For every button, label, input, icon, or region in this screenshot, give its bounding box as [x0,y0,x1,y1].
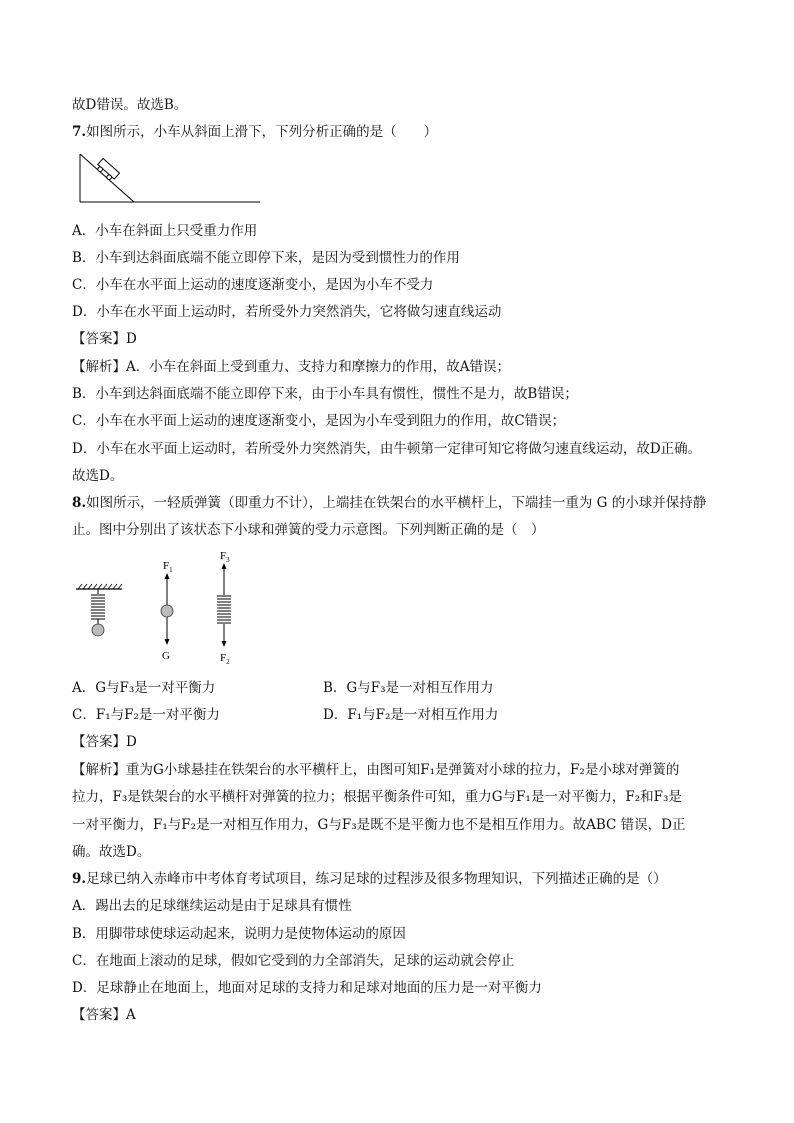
label-f3 [220,550,230,564]
q8-stem-line1 [72,494,706,512]
q8-analysis-line: 确。故选D。 [72,844,151,860]
label-f2 [220,652,230,666]
label-f2-sub: 2 [226,658,230,666]
q8-analysis-line: 拉力，F₃是铁架台的水平横杆对弹簧的拉力；根据平衡条件可知，重力G与F₁是一对平衡力，F₂和F₃是 [72,789,682,805]
q8-stem-text: 如图所示，一轻质弹簧（即重力不计），上端挂在铁架台的水平横杆上，下端挂一重为 G 的小球并保持静 [86,495,707,511]
q7-analysis-line: D．小车在水平面上运动时，若所受外力突然消失，由牛顿第一定律可知它将做匀速直线运动，故D正确。 [72,441,702,457]
support-hatching [78,584,122,589]
q8-option-b: B．G与F₃是一对相互作用力 [323,680,494,696]
arrow-g-head [165,639,170,645]
free-spring [217,596,231,623]
q8-number: 8. [72,495,87,511]
label-f1-letter: F [163,560,170,572]
q8-option-a: A．G与F₃是一对平衡力 [72,680,216,696]
q9-option-b: B．用脚带球使球运动起来，说明力是使物体运动的原因 [72,926,406,942]
q7-number: 7. [72,124,87,140]
q8-analysis-line: 一对平衡力，F₁与F₂是一对相互作用力，G与F₃是既不是平衡力也不是相互作用力。故ABC 错误，D正 [72,817,686,833]
spring-ball-figure [72,547,272,672]
q8-stem-line2: 止。图中分别出了该状态下小球和弹簧的受力示意图。下列判断正确的是（ ） [72,522,545,538]
arrow-f2-head [222,641,227,647]
label-g: G [162,650,170,662]
q7-analysis-line: 故选D。 [72,468,124,484]
q9-number: 9. [72,871,87,887]
q9-option-c: C．在地面上滚动的足球，假如它受到的力全部消失，足球的运动就会停止 [72,953,515,969]
q7-answer: 【答案】D [72,331,137,347]
q9-option-d: D．足球静止在地面上，地面对足球的支持力和足球对地面的压力是一对平衡力 [72,980,542,996]
incline-cart-figure [72,150,262,210]
q8-option-d: D．F₁与F₂是一对相互作用力 [323,707,499,723]
q9-option-a: A．踢出去的足球继续运动是由于足球具有惯性 [72,898,352,914]
q9-answer: 【答案】A [72,1007,136,1023]
q9-stem-text: 足球已纳入赤峰市中考体育考试项目，练习足球的过程涉及很多物理知识，下列描述正确的是（） [86,871,667,887]
label-f2-letter: F [220,652,227,664]
intro-end: 故D错误。故选B。 [72,97,188,113]
label-f1-sub: 1 [169,566,173,574]
q8-analysis-line: 【解析】重为G小球悬挂在铁架台的水平横杆上，由图可知F₁是弹簧对小球的拉力，F₂是小球对弹簧的 [72,762,680,778]
label-f3-sub: 3 [226,556,230,564]
q8-option-c: C．F₁与F₂是一对平衡力 [72,707,220,723]
free-ball [161,605,173,617]
q7-stem [72,123,437,141]
q7-option-b: B．小车到达斜面底端不能立即停下来，是因为受到惯性力的作用 [72,250,460,266]
q7-analysis-line: 【解析】A．小车在斜面上受到重力、支持力和摩擦力的作用，故A错误； [72,359,510,375]
q7-stem-text: 如图所示，小车从斜面上滑下，下列分析正确的是（ ） [86,124,438,140]
q7-analysis-line: C．小车在水平面上运动的速度逐渐变小，是因为小车受到阻力的作用，故C错误； [72,413,566,429]
hanging-ball [92,624,104,636]
q7-analysis-line: B．小车到达斜面底端不能立即停下来，由于小车具有惯性，惯性不是力，故B错误； [72,386,578,402]
hanging-spring [91,595,105,619]
q8-answer: 【答案】D [72,734,137,750]
label-f3-letter: F [220,550,227,562]
q7-option-d: D．小车在水平面上运动时，若所受外力突然消失，它将做匀速直线运动 [72,304,502,320]
q7-option-c: C．小车在水平面上运动的速度逐渐变小，是因为小车不受力 [72,277,434,293]
label-f1 [163,560,173,574]
q7-option-a: A．小车在斜面上只受重力作用 [72,223,258,239]
q9-stem [72,870,667,888]
cart-icon [95,158,120,182]
